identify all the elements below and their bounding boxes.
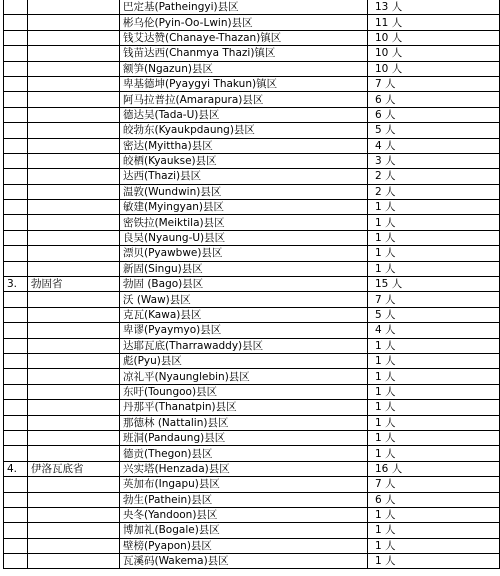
- table-row: [4, 215, 500, 230]
- district-cell: 彬乌伦(Pyin-Oo-Lwin)县区: [120, 15, 368, 30]
- table-row: [4, 200, 500, 215]
- province-cell: [28, 538, 120, 553]
- table-row: [4, 261, 500, 276]
- district-cell: 凉礼平(Nyaunglebin)县区: [120, 369, 368, 384]
- count-cell: 6 人: [368, 107, 500, 122]
- province-cell: [28, 430, 120, 445]
- table-row: [4, 538, 500, 553]
- province-cell: [28, 0, 120, 15]
- province-cell: [28, 92, 120, 107]
- table-row: [4, 384, 500, 399]
- table-row: [4, 230, 500, 245]
- table-row: [4, 277, 500, 292]
- district-cell: 新固(Singu)县区: [120, 261, 368, 276]
- province-cell: [28, 446, 120, 461]
- district-cell: 敏建(Myingyan)县区: [120, 200, 368, 215]
- count-cell: 7 人: [368, 477, 500, 492]
- table-row: [4, 400, 500, 415]
- row-number-cell: [4, 230, 28, 245]
- district-cell: 那德林 (Nattalin)县区: [120, 415, 368, 430]
- province-cell: [28, 230, 120, 245]
- district-cell: 班洞(Pandaung)县区: [120, 430, 368, 445]
- province-cell: [28, 507, 120, 522]
- district-cell: 卑谬(Pyaymyo)县区: [120, 323, 368, 338]
- table-row: [4, 123, 500, 138]
- table-row: [4, 507, 500, 522]
- province-cell: [28, 292, 120, 307]
- row-number-cell: 4.: [4, 461, 28, 476]
- province-cell: [28, 338, 120, 353]
- district-cell: 沃 (Waw)县区: [120, 292, 368, 307]
- district-cell: 博加礼(Bogale)县区: [120, 523, 368, 538]
- province-cell: [28, 323, 120, 338]
- row-number-cell: [4, 92, 28, 107]
- count-cell: 2 人: [368, 169, 500, 184]
- count-cell: 2 人: [368, 184, 500, 199]
- table-row: [4, 184, 500, 199]
- row-number-cell: [4, 492, 28, 507]
- district-cell: 皎栖(Kyaukse)县区: [120, 153, 368, 168]
- count-cell: 1 人: [368, 538, 500, 553]
- row-number-cell: [4, 15, 28, 30]
- district-cell: 卑基德坤(Pyaygyi Thakun)镇区: [120, 76, 368, 91]
- count-cell: 5 人: [368, 123, 500, 138]
- count-cell: 1 人: [368, 523, 500, 538]
- table-row: [4, 461, 500, 476]
- row-number-cell: [4, 523, 28, 538]
- row-number-cell: [4, 0, 28, 15]
- province-cell: [28, 138, 120, 153]
- province-cell: [28, 61, 120, 76]
- district-cell: 良吴(Nyaung-U)县区: [120, 230, 368, 245]
- row-number-cell: [4, 323, 28, 338]
- province-cell: [28, 477, 120, 492]
- count-cell: 10 人: [368, 30, 500, 45]
- count-cell: 1 人: [368, 430, 500, 445]
- district-cell: 达西(Thazi)县区: [120, 169, 368, 184]
- province-cell: [28, 153, 120, 168]
- row-number-cell: [4, 30, 28, 45]
- row-number-cell: [4, 246, 28, 261]
- district-cell: 英加布(Ingapu)县区: [120, 477, 368, 492]
- district-cell: 德达吴(Tada-U)县区: [120, 107, 368, 122]
- province-cell: [28, 400, 120, 415]
- row-number-cell: [4, 215, 28, 230]
- row-number-cell: [4, 369, 28, 384]
- count-cell: 1 人: [368, 369, 500, 384]
- table-row: [4, 76, 500, 91]
- district-count-table: [3, 0, 500, 569]
- district-cell: 央冬(Yandoon)县区: [120, 507, 368, 522]
- row-number-cell: [4, 153, 28, 168]
- province-cell: [28, 184, 120, 199]
- count-cell: 15 人: [368, 277, 500, 292]
- province-cell: [28, 200, 120, 215]
- province-cell: [28, 76, 120, 91]
- count-cell: 11 人: [368, 15, 500, 30]
- table-row: [4, 61, 500, 76]
- count-cell: 1 人: [368, 338, 500, 353]
- district-cell: 克瓦(Kawa)县区: [120, 307, 368, 322]
- count-cell: 13 人: [368, 0, 500, 15]
- table-row: [4, 446, 500, 461]
- row-number-cell: [4, 169, 28, 184]
- count-cell: 4 人: [368, 138, 500, 153]
- province-cell: [28, 30, 120, 45]
- district-cell: 巴定基(Patheingyi)县区: [120, 0, 368, 15]
- table-row: [4, 169, 500, 184]
- table-row: [4, 15, 500, 30]
- row-number-cell: [4, 415, 28, 430]
- count-cell: 1 人: [368, 353, 500, 368]
- count-cell: 10 人: [368, 46, 500, 61]
- district-cell: 勃生(Pathein)县区: [120, 492, 368, 507]
- row-number-cell: [4, 307, 28, 322]
- province-cell: 勃固省: [28, 277, 120, 292]
- district-cell: 阿马拉普拉(Amarapura)县区: [120, 92, 368, 107]
- row-number-cell: [4, 430, 28, 445]
- table-row: [4, 338, 500, 353]
- province-cell: [28, 123, 120, 138]
- row-number-cell: [4, 446, 28, 461]
- table-row: [4, 153, 500, 168]
- count-cell: 7 人: [368, 76, 500, 91]
- district-cell: 瓦溪码(Wakema)县区: [120, 554, 368, 569]
- province-cell: [28, 246, 120, 261]
- table-row: [4, 323, 500, 338]
- province-cell: [28, 46, 120, 61]
- province-cell: [28, 261, 120, 276]
- province-cell: [28, 369, 120, 384]
- district-cell: 丹那平(Thanatpin)县区: [120, 400, 368, 415]
- row-number-cell: [4, 384, 28, 399]
- district-cell: 密铁拉(Meiktila)县区: [120, 215, 368, 230]
- province-cell: [28, 415, 120, 430]
- table-row: [4, 246, 500, 261]
- table-row: [4, 0, 500, 15]
- count-cell: 1 人: [368, 384, 500, 399]
- province-cell: [28, 523, 120, 538]
- row-number-cell: [4, 554, 28, 569]
- province-cell: [28, 107, 120, 122]
- row-number-cell: [4, 292, 28, 307]
- province-cell: [28, 307, 120, 322]
- district-cell: 钱艾达赞(Chanaye-Thazan)镇区: [120, 30, 368, 45]
- table-row: [4, 30, 500, 45]
- row-number-cell: [4, 61, 28, 76]
- district-cell: 勃固 (Bago)县区: [120, 277, 368, 292]
- count-cell: 1 人: [368, 246, 500, 261]
- row-number-cell: [4, 261, 28, 276]
- row-number-cell: [4, 338, 28, 353]
- district-cell: 皎勃东(Kyaukpdaung)县区: [120, 123, 368, 138]
- count-cell: 1 人: [368, 554, 500, 569]
- row-number-cell: [4, 107, 28, 122]
- province-cell: [28, 384, 120, 399]
- count-cell: 1 人: [368, 230, 500, 245]
- district-cell: 达耶瓦底(Tharrawaddy)县区: [120, 338, 368, 353]
- district-cell: 东吁(Toungoo)县区: [120, 384, 368, 399]
- count-cell: 1 人: [368, 200, 500, 215]
- row-number-cell: [4, 477, 28, 492]
- district-cell: 彪(Pyu)县区: [120, 353, 368, 368]
- province-cell: 伊洛瓦底省: [28, 461, 120, 476]
- province-cell: [28, 15, 120, 30]
- province-cell: [28, 169, 120, 184]
- row-number-cell: [4, 353, 28, 368]
- table-body: [4, 0, 500, 569]
- table-row: [4, 415, 500, 430]
- table-row: [4, 353, 500, 368]
- table-row: [4, 477, 500, 492]
- table-row: [4, 430, 500, 445]
- district-cell: 钱苗达西(Chanmya Thazi)镇区: [120, 46, 368, 61]
- count-cell: 3 人: [368, 153, 500, 168]
- table-row: [4, 369, 500, 384]
- district-cell: 兴实塔(Henzada)县区: [120, 461, 368, 476]
- row-number-cell: [4, 123, 28, 138]
- row-number-cell: 3.: [4, 277, 28, 292]
- row-number-cell: [4, 184, 28, 199]
- count-cell: 1 人: [368, 261, 500, 276]
- row-number-cell: [4, 538, 28, 553]
- count-cell: 7 人: [368, 292, 500, 307]
- table-row: [4, 554, 500, 569]
- count-cell: 1 人: [368, 507, 500, 522]
- province-cell: [28, 353, 120, 368]
- count-cell: 5 人: [368, 307, 500, 322]
- district-cell: 德贡(Thegon)县区: [120, 446, 368, 461]
- count-cell: 4 人: [368, 323, 500, 338]
- count-cell: 6 人: [368, 92, 500, 107]
- count-cell: 16 人: [368, 461, 500, 476]
- table-row: [4, 92, 500, 107]
- row-number-cell: [4, 76, 28, 91]
- table-row: [4, 307, 500, 322]
- province-cell: [28, 492, 120, 507]
- province-cell: [28, 215, 120, 230]
- district-cell: 温敦(Wundwin)县区: [120, 184, 368, 199]
- district-cell: 额笋(Ngazun)县区: [120, 61, 368, 76]
- count-cell: 1 人: [368, 400, 500, 415]
- row-number-cell: [4, 507, 28, 522]
- count-cell: 1 人: [368, 215, 500, 230]
- count-cell: 6 人: [368, 492, 500, 507]
- count-cell: 10 人: [368, 61, 500, 76]
- table-row: [4, 492, 500, 507]
- count-cell: 1 人: [368, 415, 500, 430]
- district-cell: 壁榜(Pyapon)县区: [120, 538, 368, 553]
- district-cell: 漂贝(Pyawbwe)县区: [120, 246, 368, 261]
- row-number-cell: [4, 46, 28, 61]
- district-cell: 密达(Myittha)县区: [120, 138, 368, 153]
- table-row: [4, 46, 500, 61]
- table-row: [4, 138, 500, 153]
- row-number-cell: [4, 200, 28, 215]
- row-number-cell: [4, 400, 28, 415]
- row-number-cell: [4, 138, 28, 153]
- table-row: [4, 107, 500, 122]
- table-row: [4, 523, 500, 538]
- count-cell: 1 人: [368, 446, 500, 461]
- table-row: [4, 292, 500, 307]
- province-cell: [28, 554, 120, 569]
